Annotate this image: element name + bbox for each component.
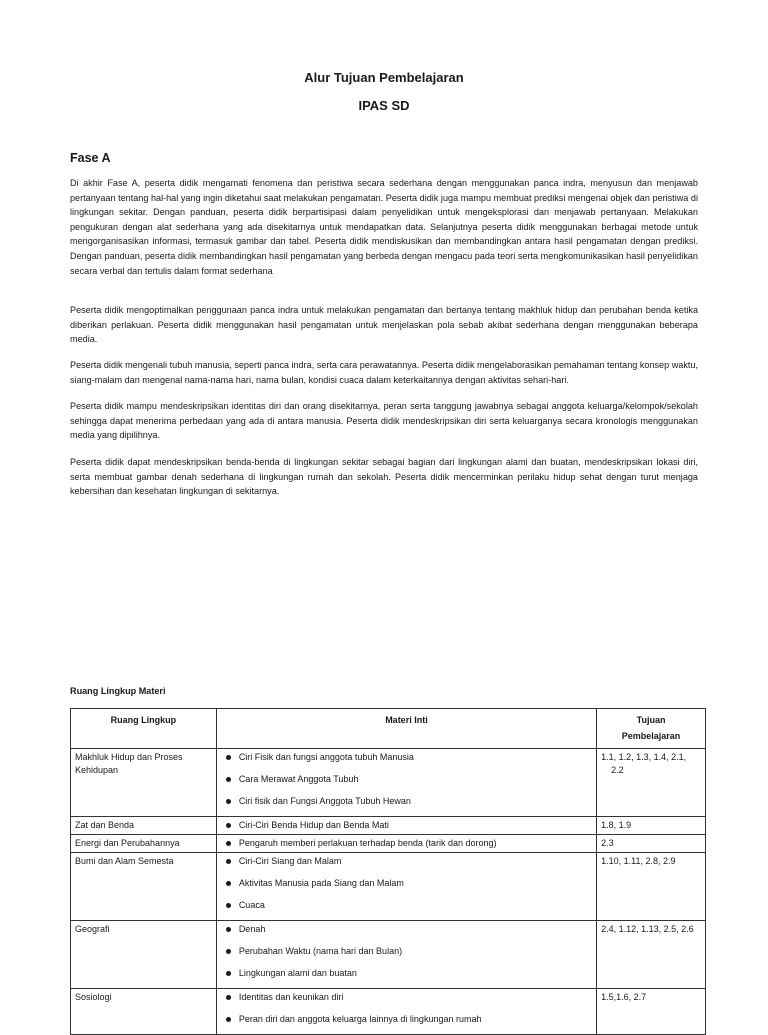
- document-subtitle: IPAS SD: [358, 98, 410, 113]
- bullet-icon: [226, 859, 231, 864]
- bullet-icon: [226, 971, 231, 976]
- list-item: [221, 991, 592, 1004]
- cell-materi-inti: [216, 835, 596, 853]
- bullet-icon: [226, 995, 231, 1000]
- bullet-icon: [226, 1017, 231, 1022]
- paragraph-2: Peserta didik mengoptimalkan penggunaan panca indra untuk melakukan pengamatan dan bertanya tentang makhluk hidup dan perubahan benda ketika diberikan perlakuan. Peserta didik menggunakan hasil pengamatan untuk menjelaskan pola sebab akibat sederhana dengan menggunakan beberapa media.: [70, 305, 698, 345]
- table-row: [71, 835, 706, 853]
- list-item-text: Peran diri dan anggota keluarga lainnya di lingkungan rumah: [238, 1014, 482, 1024]
- cell-ruang-lingkup: Sosiologi: [71, 989, 217, 1035]
- list-item-text: Cuaca: [238, 900, 265, 910]
- list-item-text: Cara Merawat Anggota Tubuh: [238, 774, 359, 784]
- cell-materi-inti: [216, 853, 596, 921]
- list-item-text: Aktivitas Manusia pada Siang dan Malam: [238, 878, 404, 888]
- tujuan-codes-line-2: 2.2: [611, 765, 624, 775]
- cell-tujuan: [597, 749, 706, 817]
- cell-tujuan: 1.5,1.6, 2.7: [597, 989, 706, 1035]
- bullet-icon: [226, 903, 231, 908]
- list-item: [221, 877, 592, 890]
- paragraph-5: Peserta didik dapat mendeskripsikan benda-benda di lingkungan sekitar sebagai bagian dari lingkungan alami dan buatan, mendeskripsikan lokasi diri, serta membuat gambar denah sederhana di lingkungan rumah dan sekolah. Peserta didik mencerminkan perilaku hidup sehat dengan turut menjaga kebersihan dan kesehatan lingkungan di sekitarnya.: [70, 457, 698, 497]
- table-row: [71, 817, 706, 835]
- list-item-text: Ciri-Ciri Siang dan Malam: [238, 856, 342, 866]
- table-header-row: [71, 709, 706, 749]
- cell-materi-inti: [216, 921, 596, 989]
- tujuan-codes-line-1: 1.1, 1.2, 1.3, 1.4, 2.1,: [601, 752, 687, 762]
- cell-ruang-lingkup: Energi dan Perubahannya: [71, 835, 217, 853]
- ruang-lingkup-table: [70, 708, 706, 1035]
- table-row: [71, 853, 706, 921]
- list-item: [221, 819, 592, 832]
- list-item-text: Perubahan Waktu (nama hari dan Bulan): [238, 946, 403, 956]
- list-item: [221, 923, 592, 936]
- list-item: [221, 837, 592, 850]
- list-item-text: Lingkungan alami dan buatan: [238, 968, 357, 978]
- list-item-text: Pengaruh memberi perlakuan terhadap benda (tarik dan dorong): [238, 838, 497, 848]
- list-item-text: Denah: [238, 924, 266, 934]
- cell-ruang-lingkup: Bumi dan Alam Semesta: [71, 853, 217, 921]
- bullet-icon: [226, 799, 231, 804]
- bullet-icon: [226, 777, 231, 782]
- column-header-tujuan-pembelajaran: [597, 709, 706, 749]
- column-header-materi-inti: Materi Inti: [216, 709, 596, 749]
- list-item-text: Ciri Fisik dan fungsi anggota tubuh Manusia: [238, 752, 414, 762]
- list-item: [221, 773, 592, 786]
- bullet-icon: [226, 927, 231, 932]
- list-item: [221, 945, 592, 958]
- paragraph-3: Peserta didik mengenali tubuh manusia, seperti panca indra, serta cara perawatannya. Peserta didik mengelaborasikan pemahaman tentang konsep waktu, siang-malam dan mengenal nama-nama hari, nama bulan, kondisi cuaca dalam keterkaitannya dengan aktivitas sehari-hari.: [70, 360, 698, 385]
- cell-ruang-lingkup: Geografi: [71, 921, 217, 989]
- list-item: [221, 795, 592, 808]
- list-item: [221, 751, 592, 764]
- bullet-icon: [226, 949, 231, 954]
- column-header-tujuan-line-1: Tujuan: [636, 715, 666, 725]
- cell-materi-inti: [216, 749, 596, 817]
- section-heading-fase-a: Fase A: [70, 151, 111, 165]
- cell-ruang-lingkup: Zat dan Benda: [71, 817, 217, 835]
- list-item: [221, 899, 592, 912]
- cell-ruang-lingkup: Makhluk Hidup dan Proses Kehidupan: [71, 749, 217, 817]
- cell-tujuan: 1.8, 1.9: [597, 817, 706, 835]
- table-row: [71, 921, 706, 989]
- document-title: Alur Tujuan Pembelajaran: [304, 70, 464, 85]
- table-row: [71, 989, 706, 1035]
- bullet-icon: [226, 755, 231, 760]
- list-item: [221, 1013, 592, 1026]
- list-item-text: Identitas dan keunikan diri: [238, 992, 344, 1002]
- cell-tujuan: 2.3: [597, 835, 706, 853]
- paragraph-1: Di akhir Fase A, peserta didik mengamati fenomena dan peristiwa secara sederhana dengan menggunakan panca indra, menyusun dan menjawab pertanyaan tentang hal-hal yang ingin diketahui saat melakukan pengamatan. Peserta didik juga mampu membuat prediksi mengenai objek dan peristiwa di lingkungan sekitar. Dengan panduan, peserta didik berpartisipasi dalam penyelidikan untuk mengeksplorasi dan menjawab pertanyaan. Melakukan pengukuran dengan alat sederhana yang ada disekitarnya untuk mendapatkan data. Selanjutnya peserta didik menggunakan berbagai metode untuk mengorganisasikan informasi, termasuk gambar dan tabel. Peserta didik mendiskusikan dan membandingkan antara hasil pengamatan dengan prediksi. Dengan panduan, peserta didik membandingkan hasil pengamatan yang berbeda dengan mengacu pada teori serta mengkomunikasikan hasil penyelidikan secara verbal dan tertulis dalam format sederhana: [70, 178, 698, 276]
- list-item-text: Ciri-Ciri Benda Hidup dan Benda Mati: [238, 820, 389, 830]
- column-header-tujuan-line-2: Pembelajaran: [621, 731, 681, 741]
- cell-materi-inti: [216, 817, 596, 835]
- list-item-text: Ciri fisik dan Fungsi Anggota Tubuh Hewan: [238, 796, 411, 806]
- list-item: [221, 967, 592, 980]
- table-row: [71, 749, 706, 817]
- list-item: [221, 855, 592, 868]
- ruang-lingkup-heading: Ruang Lingkup Materi: [70, 686, 166, 696]
- bullet-icon: [226, 841, 231, 846]
- cell-tujuan: 2.4, 1.12, 1.13, 2.5, 2.6: [597, 921, 706, 989]
- cell-tujuan: 1.10, 1.11, 2.8, 2.9: [597, 853, 706, 921]
- bullet-icon: [226, 881, 231, 886]
- bullet-icon: [226, 823, 231, 828]
- paragraph-4: Peserta didik mampu mendeskripsikan identitas diri dan orang disekitarnya, peran serta tanggung jawabnya sebagai anggota keluarga/kelompok/sekolah sehingga dapat menerima perbedaan yang ada di antara manusia. Peserta didik mendeskripsikan diri serta keluarganya secara kronologis menggunakan media yang dipilihnya.: [70, 401, 698, 441]
- cell-materi-inti: [216, 989, 596, 1035]
- column-header-ruang-lingkup: Ruang Lingkup: [71, 709, 217, 749]
